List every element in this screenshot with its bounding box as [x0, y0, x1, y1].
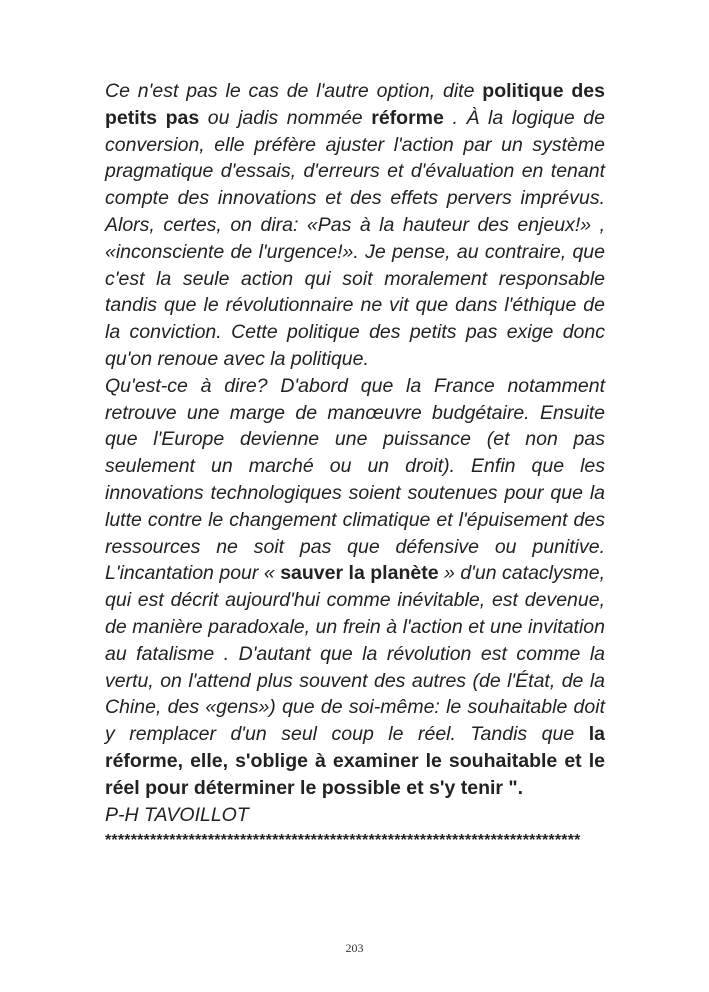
bold-phrase: réforme — [371, 106, 444, 129]
text-run: ou jadis nommée — [199, 106, 372, 129]
bold-phrase: sauver la planète — [280, 562, 439, 585]
author-signature: P-H TAVOILLOT — [105, 803, 249, 826]
body-text — [105, 78, 605, 854]
bold-phrase: politique des petits pas — [105, 80, 605, 129]
text-run: . À la logique de conversion, elle préfère ajuster l'action par un système pragmatique d'essais, d'erreurs et d'évaluation en tenant compte des innovations et des effets pervers imprévus. Alors, certes, on dira: «Pas à la hauteur des enjeux!» , «inconsciente de l'urgence!». Je pense, au contraire, que c'est la seule action qui soit moralement responsable tandis que le révolutionnaire ne vit que dans l'éthique de la conviction. Cette politique des petits pas exige donc qu'on renoue avec la politique. — [105, 106, 605, 370]
text-run: » d'un cataclysme, qui est décrit aujourd'hui comme inévitable, est devenue, de manière paradoxale, un frein à l'action et une invitation au fatalisme . D'autant que la révolution est comme la vertu, on l'attend plus souvent des autres (de l'État, de la Chine, des «gens») que de soi-même: le souhaitable doit y remplacer d'un seul coup le réel. Tandis que — [105, 562, 606, 746]
text-run: Ce n'est pas le cas de l'autre option, dite — [105, 80, 483, 102]
page-number: 203 — [345, 941, 364, 955]
paragraph-2 — [105, 373, 605, 802]
separator-line: ************************************************************************** — [105, 832, 581, 850]
paragraph-1 — [105, 78, 605, 373]
bold-phrase: la réforme, elle, s'oblige à examiner le souhaitable et le réel pour déterminer le possible et s'y tenir ". — [105, 723, 605, 799]
text-run: Qu'est-ce à dire? D'abord que la France notamment retrouve une marge de manœuvre budgétaire. Ensuite que l'Europe devienne une puissance (et non pas seulement un marché ou un droit). Enfin que les innovations technologiques soient soutenues pour que la lutte contre le changement climatique et l'épuisement des ressources ne soit pas que défensive ou punitive. L'incantation pour « — [105, 374, 605, 585]
